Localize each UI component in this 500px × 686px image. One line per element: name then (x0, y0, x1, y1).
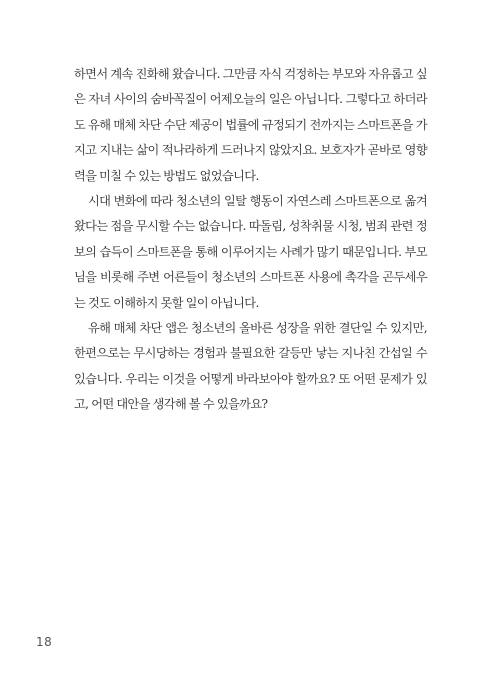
paragraph-3: 유해 매체 차단 앱은 청소년의 올바른 성장을 위한 결단일 수 있지만, 한편으로는 무시당하는 경험과 불필요한 갈등만 낳는 지나친 간섭일 수 있습니다. 우리는 이것을 어떻게 바라보아야 할까요? 또 어떤 문제가 있고, 어떤 대안을 생각해 볼 수 있을까요? (74, 321, 427, 412)
paragraph-1: 하면서 계속 진화해 왔습니다. 그만큼 자식 걱정하는 부모와 자유롭고 싶은 자녀 사이의 숨바꼭질이 어제오늘의 일은 아닙니다. 그렇다고 하더라도 유해 매체 차단 수단 제공이 법률에 규정되기 전까지는 스마트폰을 가지고 지내는 삶이 적나라하게 드러나지 않았지요. 보호자가 곧바로 영향력을 미칠 수 있는 방법도 없었습니다. (74, 67, 427, 183)
body-text (74, 62, 427, 418)
page-number: 18 (36, 635, 53, 649)
paragraph-2: 시대 변화에 따라 청소년의 일탈 행동이 자연스레 스마트폰으로 옮겨 왔다는 점을 무시할 수는 없습니다. 따돌림, 성착취물 시청, 범죄 관련 정보의 습득이 스마트폰을 통해 이루어지는 사례가 많기 때문입니다. 부모님을 비롯해 주변 어른들이 청소년의 스마트폰 사용에 촉각을 곤두세우는 것도 이해하지 못할 일이 아닙니다. (74, 194, 427, 310)
